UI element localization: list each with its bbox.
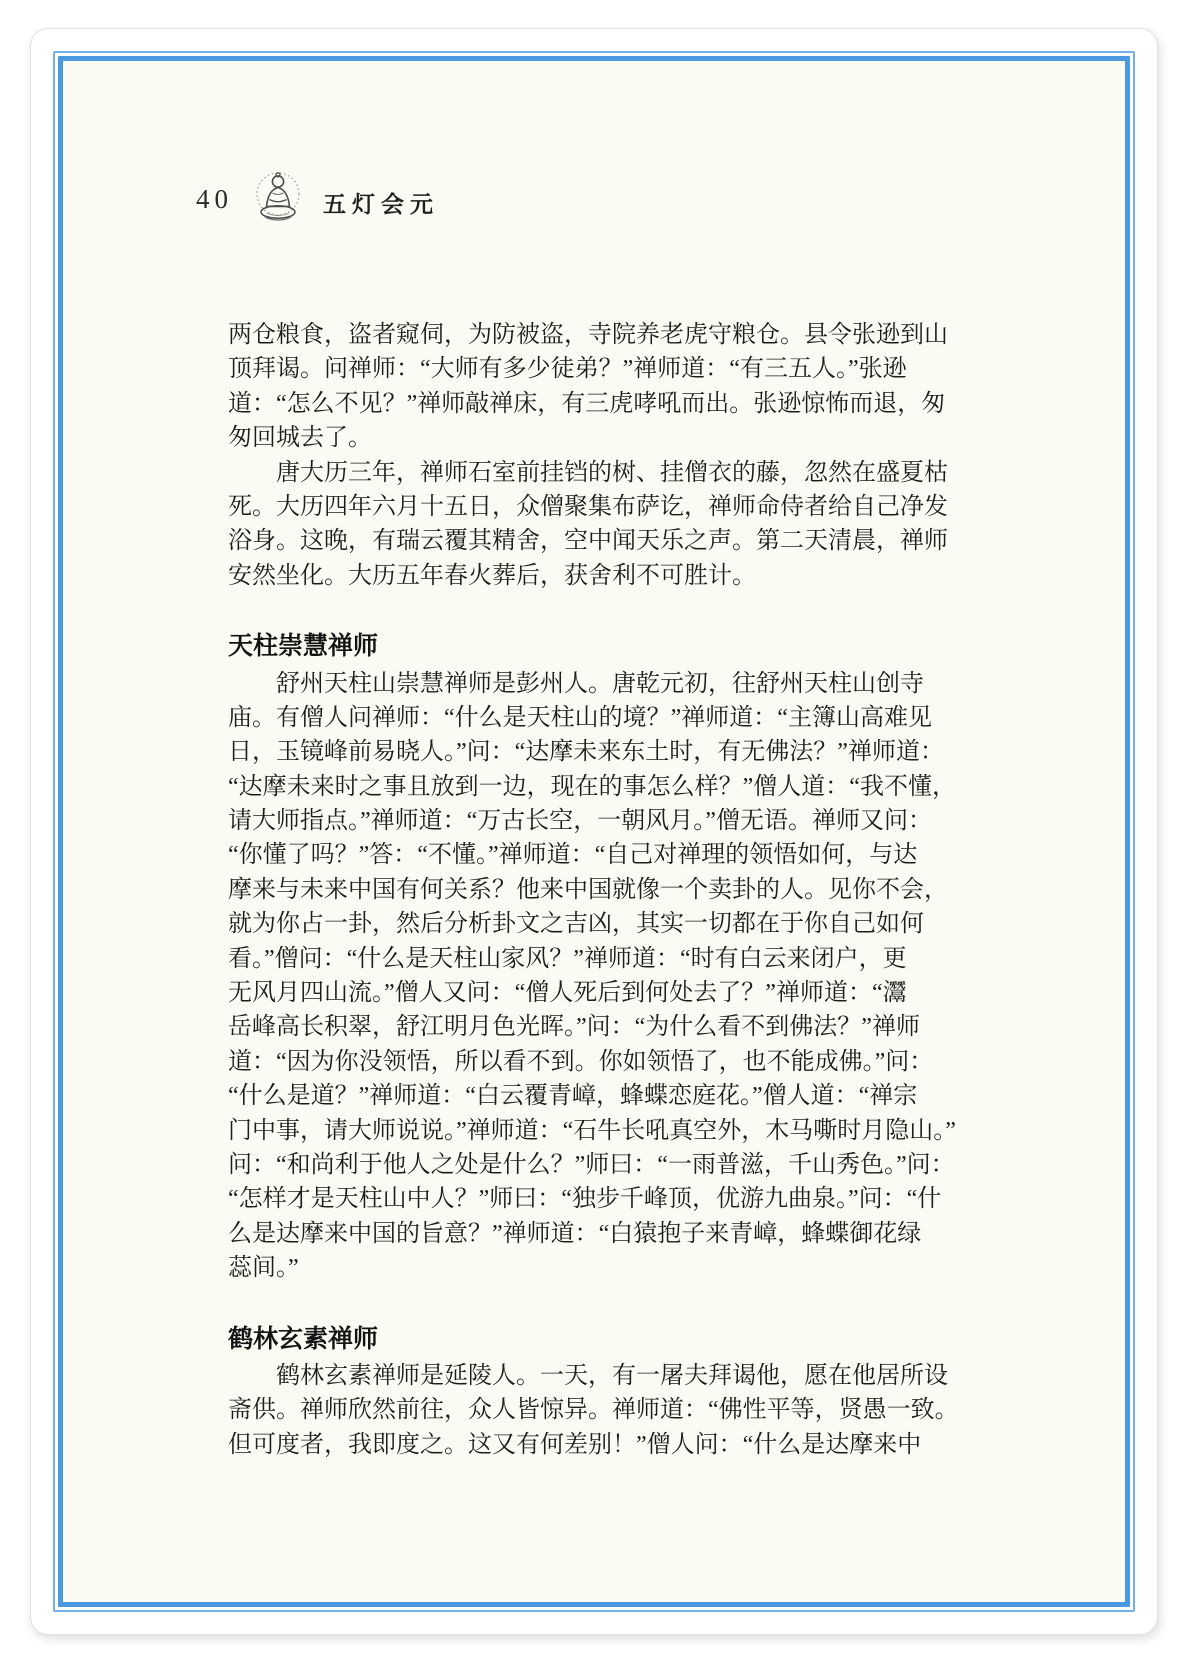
text-line: 问：“和尚利于他人之处是什么？”师曰：“一雨普滋，千山秀色。”问：	[228, 1151, 955, 1178]
page-number: 40	[196, 184, 233, 214]
text-line: 浴身。这晚，有瑞云覆其精舍，空中闻天乐之声。第二天清晨，禅师	[228, 528, 948, 555]
text-line: 道：“因为你没领悟，所以看不到。你如领悟了，也不能成佛。”问：	[228, 1048, 934, 1075]
body-text-column	[228, 318, 988, 1462]
text-line: “你懂了吗？”答：“不懂。”禅师道：“自己对禅理的领悟如何，与达	[228, 842, 918, 869]
page-header	[196, 168, 439, 230]
section-heading: 天柱崇慧禅师	[228, 632, 379, 661]
text-line: 唐大历三年，禅师石室前挂铛的树、挂僧衣的藤，忽然在盛夏枯	[228, 459, 948, 486]
text-line: 舒州天柱山崇慧禅师是彭州人。唐乾元初，往舒州天柱山创寺	[228, 670, 924, 697]
text-line: 看。”僧问：“什么是天柱山家风？”禅师道：“时有白云来闭户，更	[228, 945, 907, 972]
text-line: “怎样才是天柱山中人？”师曰：“独步千峰顶，优游九曲泉。”问：“什	[228, 1186, 942, 1213]
text-line: 日，玉镜峰前易晓人。”问：“达摩未来东土时，有无佛法？”禅师道：	[228, 739, 944, 766]
text-line: “什么是道？”禅师道：“白云覆青嶂，蜂蝶恋庭花。”僧人道：“禅宗	[228, 1083, 918, 1110]
text-line: 摩来与未来中国有何关系？他来中国就像一个卖卦的人。见你不会，	[228, 876, 948, 903]
text-line: 门中事，请大师说说。”禅师道：“石牛长吼真空外，木马嘶时月隐山。”	[228, 1117, 956, 1144]
text-line: 顶拜谒。问禅师：“大师有多少徒弟？”禅师道：“有三五人。”张逊	[228, 356, 907, 383]
text-line: 岳峰高长积翠，舒江明月色光晖。”问：“为什么看不到佛法？”禅师	[228, 1014, 920, 1041]
paragraph	[228, 1359, 988, 1462]
text-line: 鹤林玄素禅师是延陵人。一天，有一屠夫拜谒他，愿在他居所设	[228, 1362, 948, 1389]
book-title: 五灯会元	[323, 191, 439, 217]
text-line: 死。大历四年六月十五日，众僧聚集布萨讫，禅师命侍者给自己净发	[228, 493, 948, 520]
text-line: “达摩未来时之事且放到一边，现在的事怎么样？”僧人道：“我不懂，	[228, 773, 956, 800]
text-line: 庙。有僧人问禅师：“什么是天柱山的境？”禅师道：“主簿山高难见	[228, 704, 932, 731]
text-line: 请大师指点。”禅师道：“万古长空，一朝风月。”僧无语。禅师又问：	[228, 808, 932, 835]
paragraph	[228, 456, 988, 594]
text-line: 无风月四山流。”僧人又问：“僧人死后到何处去了？”禅师道：“灊	[228, 980, 907, 1007]
paragraph	[228, 667, 988, 1286]
text-line: 安然坐化。大历五年春火葬后，获舍利不可胜计。	[228, 562, 756, 589]
paragraph	[228, 318, 988, 456]
text-line: 道：“怎么不见？”禅师敲禅床，有三虎哮吼而出。张逊惊怖而退，匆	[228, 390, 946, 417]
text-line: 匆回城去了。	[228, 425, 372, 452]
text-line: 斋供。禅师欣然前往，众人皆惊异。禅师道：“佛性平等，贤愚一致。	[228, 1397, 959, 1424]
text-line: 就为你占一卦，然后分析卦文之吉凶，其实一切都在于你自己如何	[228, 911, 924, 938]
text-line: 么是达摩来中国的旨意？”禅师道：“白猿抱子来青嶂，蜂蝶御花绿	[228, 1220, 922, 1247]
buddha-icon	[255, 169, 301, 229]
text-line: 蕊间。”	[228, 1255, 299, 1282]
section-heading: 鹤林玄素禅师	[228, 1324, 379, 1353]
text-line: 两仓粮食，盗者窥伺，为防被盗，寺院养老虎守粮仓。县令张逊到山	[228, 322, 948, 348]
text-line: 但可度者，我即度之。这又有何差别！”僧人问：“什么是达摩来中	[228, 1431, 922, 1458]
